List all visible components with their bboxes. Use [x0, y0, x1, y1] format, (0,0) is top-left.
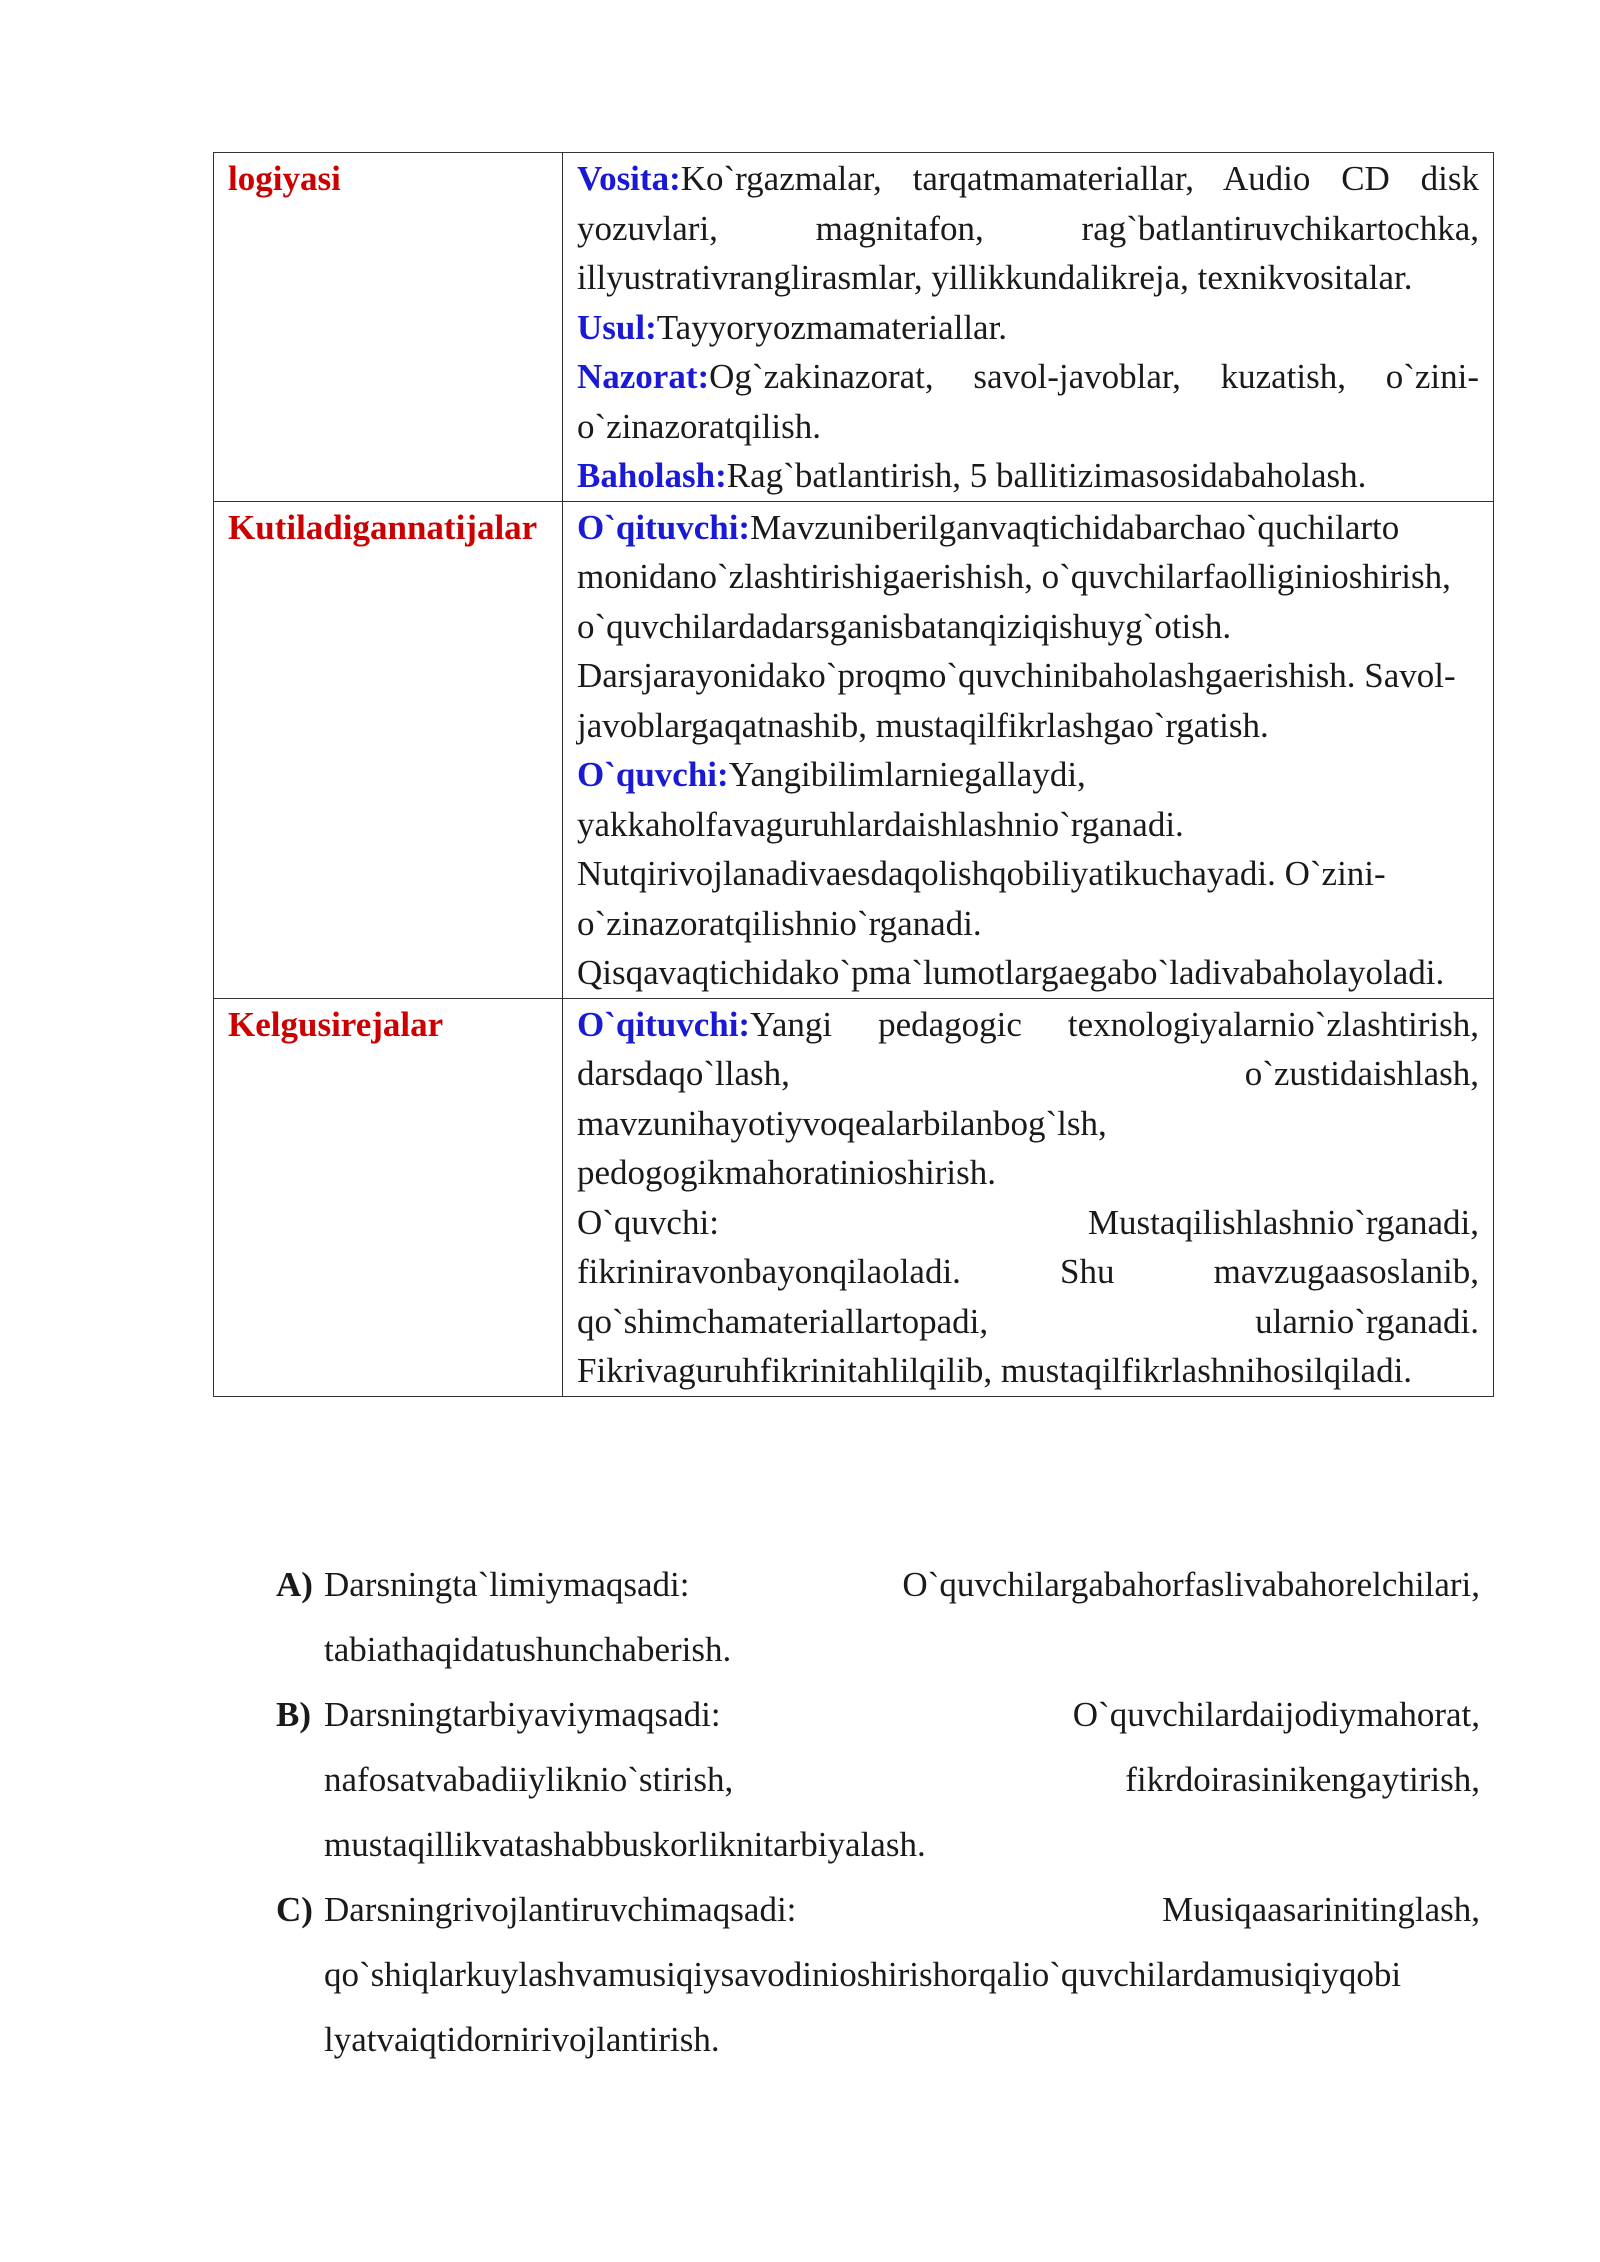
- goal-letter: B): [276, 1695, 311, 1734]
- keyword-label: Vosita:: [577, 159, 681, 198]
- row-content: [563, 998, 1494, 1396]
- paragraph-text: Rag`batlantirish, 5 ballitizimasosidabaholash.: [726, 456, 1367, 495]
- row-label: logiyasi: [214, 153, 563, 502]
- content-paragraph: [577, 303, 1479, 353]
- paragraph-text: O`quvchi: Mustaqilishlashnio`rganadi, fikriniravonbayonqilaoladi. Shu mavzugaasoslanib, qo`shimchamateriallartopadi, ularnio`rganadi. Fikrivaguruhfikrinitahlilqilib, mustaqilfikrlashnihosilqiladi.: [577, 1202, 1479, 1390]
- lesson-goals: [276, 1552, 1480, 2072]
- goal-line: mustaqillikvatashabbuskorliknitarbiyalash.: [324, 1825, 926, 1864]
- paragraph-text: Yangi pedagogic texnologiyalarnio`zlashtirish, darsdaqo`llash, o`zustidaishlash, mavzunihayotiyvoqealarbilanbog`lsh, pedogogikmahoratinioshirish.: [577, 1004, 1479, 1192]
- goal-text: [324, 1877, 1480, 2072]
- row-content: [563, 153, 1494, 502]
- paragraph-text: Ko`rgazmalar, tarqatmamateriallar, Audio CD disk yozuvlari, magnitafon, rag`batlantiruvchikartochka, illyustrativranglirasmlar, yillikkundalikreja, texnikvositalar.: [577, 159, 1479, 297]
- goal-item-c: [276, 1877, 1480, 2072]
- paragraph-text: Tayyoryozmamateriallar.: [656, 307, 1008, 347]
- keyword-label: Baholash:: [577, 456, 727, 495]
- goal-line: nafosatvabadiiyliknio`stirish, fikrdoirasinikengaytirish,: [324, 1760, 1480, 1799]
- keyword-label: Nazorat:: [577, 357, 710, 396]
- keyword-label: Usul:: [577, 307, 657, 347]
- goal-line: Darsningta`limiymaqsadi: O`quvchilargabahorfaslivabahorelchilari,: [324, 1565, 1480, 1604]
- table-row: [214, 998, 1494, 1396]
- paragraph-text: Mavzuniberilganvaqtichidabarchao`quchilarto monidano`zlashtirishigaerishish, o`quvchilarfaolliginioshirish, o`quvchilardadarsganisbatanqiziqishuyg`otish. Darsjarayonidako`proqmo`quvchinibaholashgaerishish. Savol-javoblargaqatnashib, mustaqilfikrlashgao`rgatish.: [577, 507, 1456, 745]
- goal-letter: A): [276, 1565, 313, 1604]
- lesson-plan-table: [213, 152, 1494, 1397]
- content-paragraph: [577, 503, 1479, 751]
- goal-line: lyatvaiqtidornirivojlantirish.: [324, 2020, 720, 2059]
- goal-item-b: [276, 1682, 1480, 1877]
- content-paragraph: [577, 1000, 1479, 1198]
- goal-item-a: [276, 1552, 1480, 1682]
- content-paragraph: [577, 451, 1479, 501]
- content-paragraph: [577, 1198, 1479, 1396]
- paragraph-text: Yangibilimlarniegallaydi, yakkaholfavaguruhlardaishlashnio`rganadi. Nutqirivojlanadivaesdaqolishqobiliyatikuchayadi. O`zini-o`zinazoratqilishnio`rganadi. Qisqavaqtichidako`pma`lumotlargaegabo`ladivabaholayoladi.: [577, 755, 1445, 992]
- keyword-label: O`qituvchi:: [577, 507, 751, 547]
- keyword-label: O`quvchi:: [577, 755, 729, 794]
- table-row: [214, 153, 1494, 502]
- table-row: [214, 501, 1494, 998]
- row-label: Kelgusirejalar: [214, 998, 563, 1396]
- goal-line: Darsningrivojlantiruvchimaqsadi: Musiqaasarinitinglash,: [324, 1890, 1480, 1929]
- goal-line: qo`shiqlarkuylashvamusiqiysavodinioshirishorqalio`quvchilardamusiqiyqobi: [324, 1955, 1402, 1994]
- goal-letter: C): [276, 1890, 313, 1929]
- goal-text: [324, 1552, 1480, 1682]
- content-paragraph: [577, 154, 1479, 303]
- row-content: [563, 501, 1494, 998]
- content-paragraph: [577, 750, 1479, 998]
- goal-line: tabiathaqidatushunchaberish.: [324, 1630, 732, 1669]
- goal-line: Darsningtarbiyaviymaqsadi: O`quvchilardaijodiymahorat,: [324, 1695, 1480, 1734]
- row-label: Kutiladigannatijalar: [214, 501, 563, 998]
- paragraph-text: Og`zakinazorat, savol-javoblar, kuzatish, o`zini-o`zinazoratqilish.: [577, 357, 1479, 446]
- keyword-label: O`qituvchi:: [577, 1004, 751, 1044]
- goal-text: [324, 1682, 1480, 1877]
- content-paragraph: [577, 352, 1479, 451]
